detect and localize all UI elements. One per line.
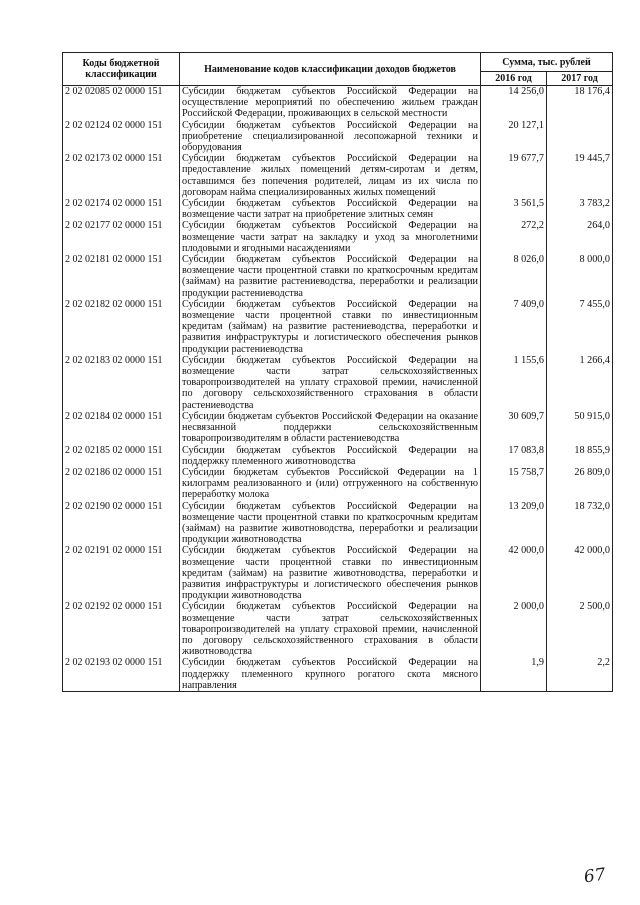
table-row (63, 501, 613, 546)
table-row (63, 545, 613, 601)
row-name: Субсидии бюджетам субъектов Российской Федерации на осуществление мероприятий по обеспечению жильем граждан Российской Федерации, проживающих в сельской местности (180, 86, 481, 120)
row-name: Субсидии бюджетам субъектов Российской Федерации на предоставление жилых помещений детям-сиротам и детям, оставшимся без попечения родителей, лицам из их числа по договорам найма специализированных жилых помещений (180, 153, 481, 198)
row-value-2017: 42 000,0 (547, 545, 613, 601)
table-row (63, 411, 613, 445)
row-name: Субсидии бюджетам субъектов Российской Федерации на возмещение части процентной ставки по инвестиционным кредитам (займам) на развитие растениеводства, переработки и развития инфраструктуры и логистического обеспечения рынков продукции растениеводства (180, 299, 481, 355)
header-year-2017: 2017 год (547, 72, 613, 86)
row-value-2017: 7 455,0 (547, 299, 613, 355)
row-name: Субсидии бюджетам субъектов Российской Федерации на возмещение части затрат сельскохозяйственных товаропроизводителей на уплату страховой премии, начисленной по договору сельскохозяйственного страхования в области животноводства (180, 601, 481, 657)
row-value-2017: 26 809,0 (547, 467, 613, 501)
row-value-2017 (547, 120, 613, 154)
table-row (63, 198, 613, 220)
row-code: 2 02 02193 02 0000 151 (63, 657, 180, 691)
row-value-2017: 19 445,7 (547, 153, 613, 198)
row-name: Субсидии бюджетам субъектов Российской Федерации на возмещение части затрат на закладку и уход за многолетними плодовыми и ягодными насаждениями (180, 220, 481, 254)
header-sum: Сумма, тыс. рублей (481, 53, 613, 72)
row-code: 2 02 02186 02 0000 151 (63, 467, 180, 501)
row-value-2017: 8 000,0 (547, 254, 613, 299)
row-code: 2 02 02173 02 0000 151 (63, 153, 180, 198)
row-name: Субсидии бюджетам субъектов Российской Федерации на поддержку племенного крупного рогатого скота мясного направления (180, 657, 481, 691)
row-code: 2 02 02184 02 0000 151 (63, 411, 180, 445)
row-value-2017: 18 855,9 (547, 445, 613, 467)
row-code: 2 02 02124 02 0000 151 (63, 120, 180, 154)
row-value-2017: 2,2 (547, 657, 613, 691)
table-row (63, 355, 613, 411)
row-value-2016: 1,9 (481, 657, 547, 691)
row-value-2017: 264,0 (547, 220, 613, 254)
row-value-2016: 14 256,0 (481, 86, 547, 120)
row-value-2016: 2 000,0 (481, 601, 547, 657)
row-value-2017: 18 176,4 (547, 86, 613, 120)
table-row (63, 445, 613, 467)
table-row (63, 657, 613, 691)
row-name: Субсидии бюджетам субъектов Российской Федерации на возмещение части процентной ставки по краткосрочным кредитам (займам) на развитие животноводства, переработки и реализации продукции животноводства (180, 501, 481, 546)
row-code: 2 02 02192 02 0000 151 (63, 601, 180, 657)
row-value-2017: 50 915,0 (547, 411, 613, 445)
table-body (63, 86, 613, 692)
row-code: 2 02 02174 02 0000 151 (63, 198, 180, 220)
row-name: Субсидии бюджетам субъектов Российской Федерации на возмещение части процентной ставки по инвестиционным кредитам (займам) на развитие животноводства, переработки и развития инфраструктуры и логистического обеспечения рынков продукции животноводства (180, 545, 481, 601)
row-value-2017: 3 783,2 (547, 198, 613, 220)
row-value-2016: 8 026,0 (481, 254, 547, 299)
row-code: 2 02 02181 02 0000 151 (63, 254, 180, 299)
row-name: Субсидии бюджетам субъектов Российской Федерации на 1 килограмм реализованного и (или) отгруженного на собственную переработку молока (180, 467, 481, 501)
row-name: Субсидии бюджетам субъектов Российской Федерации на возмещение части затрат на приобретение элитных семян (180, 198, 481, 220)
row-value-2016: 19 677,7 (481, 153, 547, 198)
table-row (63, 120, 613, 154)
row-name: Субсидии бюджетам субъектов Российской Федерации на приобретение специализированной лесопожарной техники и оборудования (180, 120, 481, 154)
row-name: Субсидии бюджетам субъектов Российской Федерации на поддержку племенного животноводства (180, 445, 481, 467)
row-value-2016: 13 209,0 (481, 501, 547, 546)
row-value-2016: 3 561,5 (481, 198, 547, 220)
row-code: 2 02 02085 02 0000 151 (63, 86, 180, 120)
page-number: 67 (582, 864, 607, 888)
table-row (63, 467, 613, 501)
row-code: 2 02 02185 02 0000 151 (63, 445, 180, 467)
row-value-2016: 1 155,6 (481, 355, 547, 411)
table-row (63, 153, 613, 198)
row-value-2016: 272,2 (481, 220, 547, 254)
row-value-2016: 7 409,0 (481, 299, 547, 355)
row-name: Субсидии бюджетам субъектов Российской Федерации на оказание несвязанной поддержки сельскохозяйственным товаропроизводителям в области растениеводства (180, 411, 481, 445)
table-row (63, 220, 613, 254)
header-year-2016: 2016 год (481, 72, 547, 86)
table-row (63, 601, 613, 657)
table-row (63, 299, 613, 355)
row-code: 2 02 02191 02 0000 151 (63, 545, 180, 601)
row-value-2016: 30 609,7 (481, 411, 547, 445)
table-header (63, 53, 613, 86)
row-value-2017: 18 732,0 (547, 501, 613, 546)
header-codes: Коды бюджетной классификации (63, 53, 180, 86)
row-value-2017: 1 266,4 (547, 355, 613, 411)
row-value-2016: 20 127,1 (481, 120, 547, 154)
row-value-2017: 2 500,0 (547, 601, 613, 657)
row-value-2016: 42 000,0 (481, 545, 547, 601)
row-code: 2 02 02182 02 0000 151 (63, 299, 180, 355)
row-name: Субсидии бюджетам субъектов Российской Федерации на возмещение части затрат сельскохозяйственных товаропроизводителей на уплату страховой премии, начисленной по договору сельскохозяйственного страхования в области растениеводства (180, 355, 481, 411)
row-name: Субсидии бюджетам субъектов Российской Федерации на возмещение части процентной ставки по краткосрочным кредитам (займам) на развитие растениеводства, переработки и реализации продукции растениеводства (180, 254, 481, 299)
row-code: 2 02 02190 02 0000 151 (63, 501, 180, 546)
row-value-2016: 17 083,8 (481, 445, 547, 467)
budget-revenue-table (62, 52, 613, 692)
row-code: 2 02 02183 02 0000 151 (63, 355, 180, 411)
table-row (63, 254, 613, 299)
table-row (63, 86, 613, 120)
header-name: Наименование кодов классификации доходов бюджетов (180, 53, 481, 86)
row-code: 2 02 02177 02 0000 151 (63, 220, 180, 254)
row-value-2016: 15 758,7 (481, 467, 547, 501)
